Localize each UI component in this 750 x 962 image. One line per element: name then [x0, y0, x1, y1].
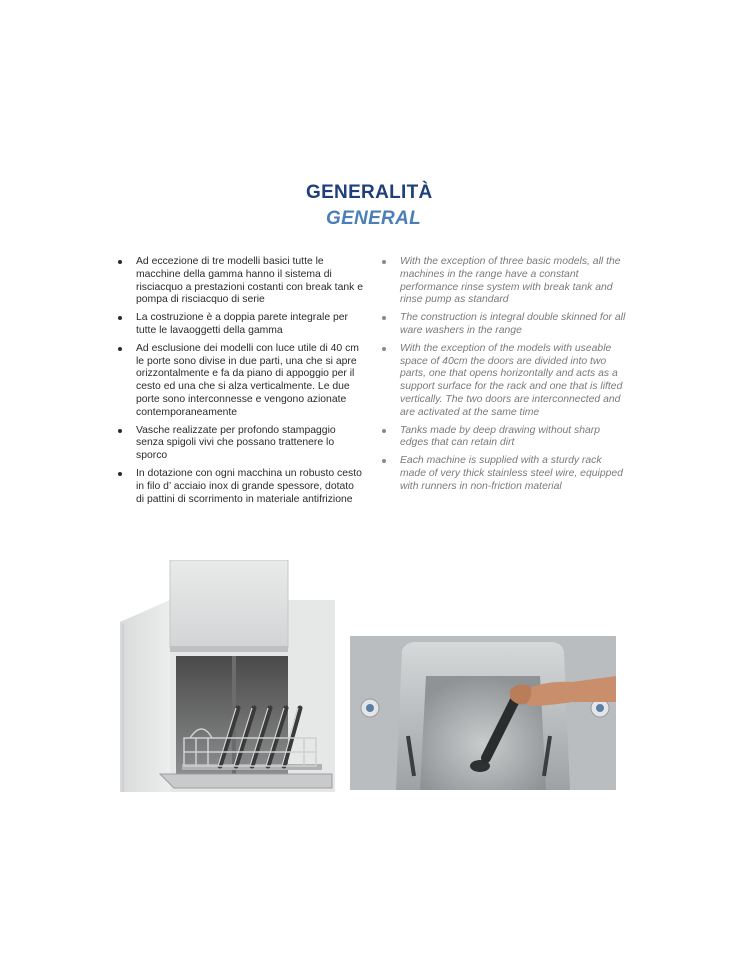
bullet-icon	[118, 472, 122, 476]
list-item: With the exception of the models with useable space of 40cm the doors are divided into two parts, one that opens horizontally and acts as a support surface for the rack and one that is lifted vertically. The two doors are interconnected and are activated at the same time	[380, 343, 628, 420]
bullet-icon	[118, 429, 122, 433]
list-item: In dotazione con ogni macchina un robusto cesto in filo d’ acciaio inox di grande spessore, dotato di pattini di scorrimento in materiale antifrizione	[116, 468, 364, 506]
bullet-icon	[382, 347, 386, 351]
list-item: With the exception of three basic models, all the machines in the range have a constant performance rinse system with break tank and rinse pump as standard	[380, 256, 628, 307]
wash-tank-photo	[350, 636, 616, 790]
bullet-icon	[382, 429, 386, 433]
list-item: The construction is integral double skinned for all ware washers in the range	[380, 312, 628, 338]
list-item: Ad esclusione dei modelli con luce utile di 40 cm le porte sono divise in due parti, una che si apre orizzontalmente e fa da piano di appoggio per il cesto ed una che si alza verticalmente. Le due porte sono interconnesse e vengono azionate contemporaneamente	[116, 343, 364, 420]
list-item: Vasche realizzate per profondo stampaggio senza spigoli vivi che possano trattenere lo sporco	[116, 425, 364, 463]
bullet-icon	[382, 260, 386, 264]
bullet-icon	[382, 459, 386, 463]
list-item: Ad eccezione di tre modelli basici tutte le macchine della gamma hanno il sistema di risciacquo a prestazioni costanti con break tank e pompa di risciacquo di serie	[116, 256, 364, 307]
list-item: La costruzione è a doppia parete integrale per tutte le lavaoggetti della gamma	[116, 312, 364, 338]
list-item: Tanks made by deep drawing without sharp edges that can retain dirt	[380, 425, 628, 451]
bullet-icon	[382, 316, 386, 320]
page-title-en: GENERAL	[326, 208, 421, 229]
english-bullet-list	[380, 256, 628, 499]
page-title-it: GENERALITÀ	[306, 182, 433, 203]
bullet-icon	[118, 347, 122, 351]
dishwasher-open-door-photo	[120, 560, 335, 792]
bullet-icon	[118, 260, 122, 264]
bullet-icon	[118, 316, 122, 320]
italian-bullet-list	[116, 256, 364, 511]
list-item: Each machine is supplied with a sturdy rack made of very thick stainless steel wire, equipped with runners in non-friction material	[380, 455, 628, 493]
